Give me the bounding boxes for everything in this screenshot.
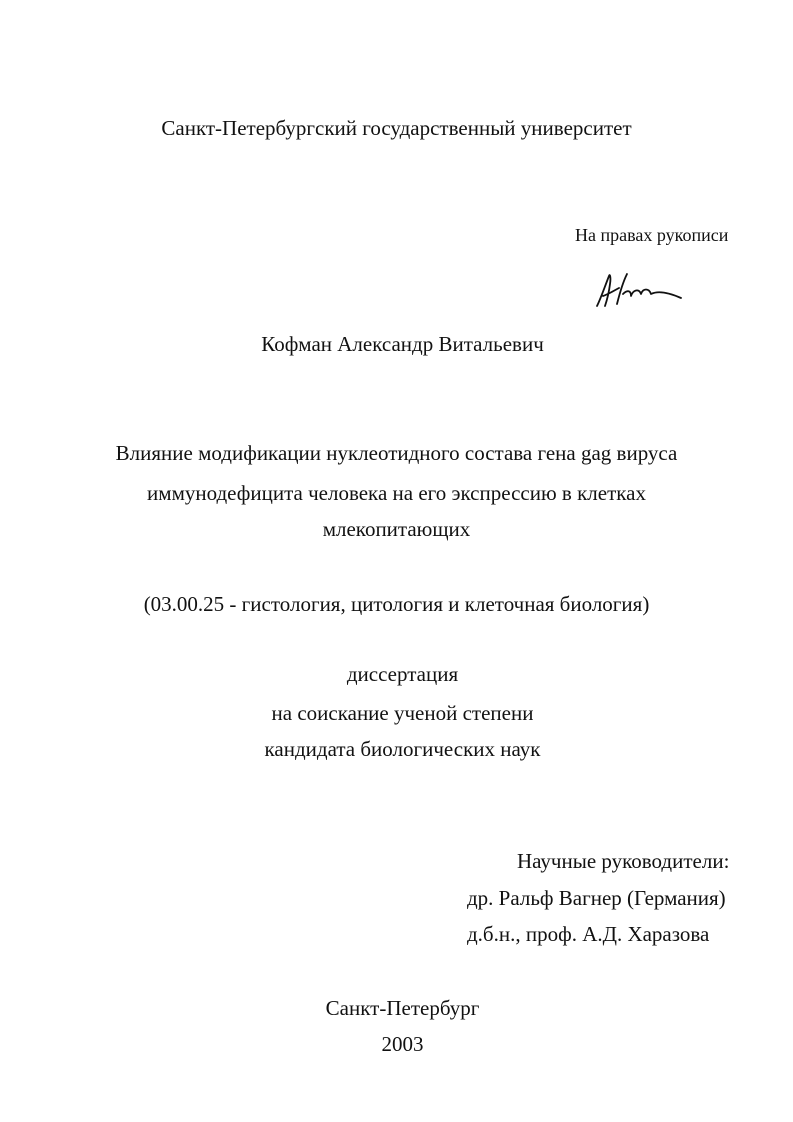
supervisors-label: Научные руководители: [517,849,730,873]
degree-line-1: диссертация [346,662,459,686]
city: Санкт-Петербург [325,996,480,1020]
supervisor-1: др. Ральф Вагнер (Германия) [467,886,726,910]
title-line-1: Влияние модификации нуклеотидного состава гена gag вируса [115,441,678,465]
year: 2003 [381,1032,424,1056]
title-line-2: иммунодефицита человека на его экспрессию в клетках [147,481,646,505]
specialty-code: (03.00.25 - гистология, цитология и клеточная биология) [143,592,650,616]
supervisor-2: д.б.н., проф. А.Д. Харазова [467,922,710,946]
degree-line-2: на соискание ученой степени [271,701,534,725]
university-name: Санкт-Петербургский государственный университет [161,116,632,140]
signature-icon [593,268,693,312]
title-line-3: млекопитающих [322,517,471,541]
manuscript-rights-note: На правах рукописи [575,225,729,245]
degree-line-3: кандидата биологических наук [264,737,541,761]
author-name: Кофман Александр Витальевич [261,332,544,356]
